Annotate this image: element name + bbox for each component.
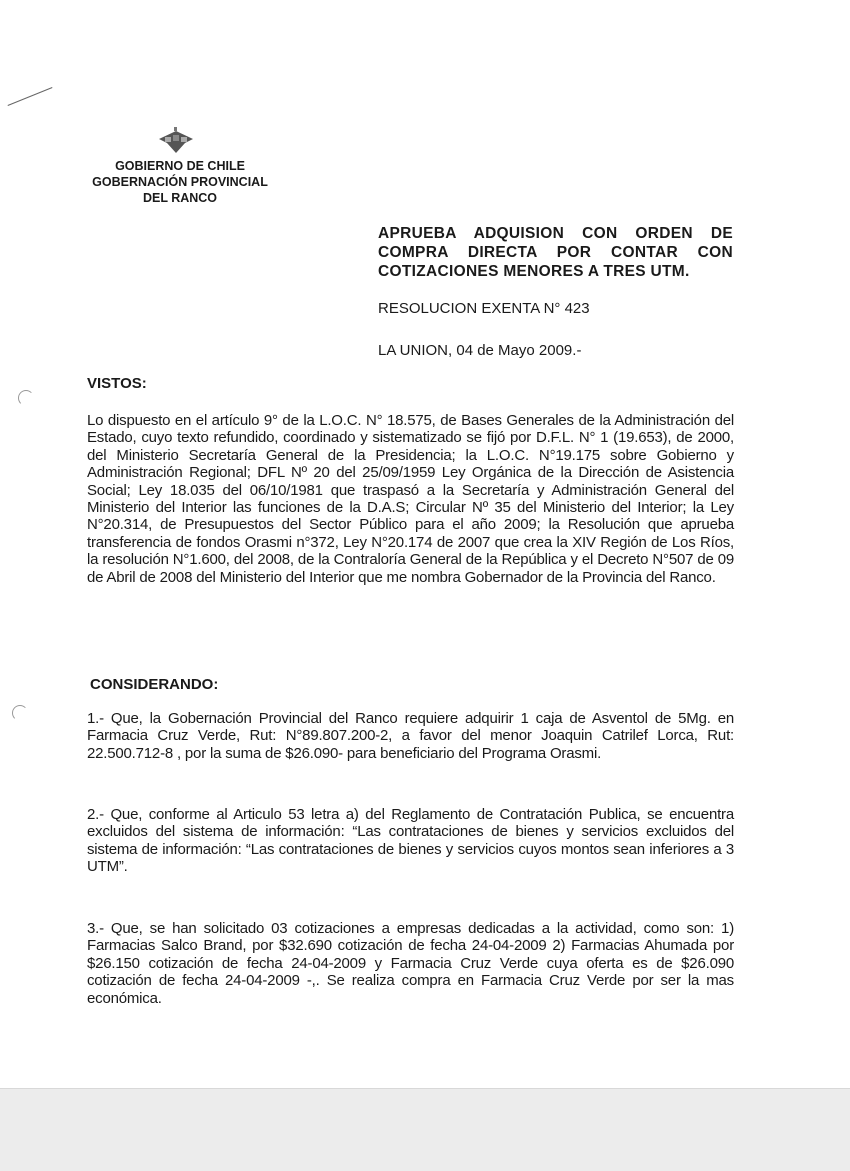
scan-mark [8, 87, 53, 106]
government-seal-icon [155, 127, 197, 162]
org-line: GOBIERNO DE CHILE [115, 159, 245, 173]
vistos-text: Lo dispuesto en el artículo 9° de la L.O.C. N° 18.575, de Bases Generales de la Administración del Estado, cuyo texto refundido, coordinado y sistematizado se fijó por D.F.L. N° 1 (19.653), de 2000, del Ministerio Secretaría General de la Presidencia; la L.O.C. N°19.175 sobre Gobierno y Administración Regional; DFL Nº 20 del 25/09/1959 Ley Orgánica de la Dirección de Asistencia Social; Ley 18.035 del 06/10/1981 que traspasó a la Secretaría y Administración General del Ministerio del Interior las funciones de la D.A.S; Circular Nº 35 del Ministerio del Interior; la Ley N°20.314, de Presupuestos del Sector Público para el año 2009; la Resolución que aprueba transferencia de fondos Orasmi n°372, Ley N°20.174 de 2007 que crea la XIV Región de Los Ríos, la resolución N°1.600, del 2008, de la Contraloría General de la República y el Decreto N°507 de 09 de Abril de 2008 del Ministerio del Interior que me nombra Gobernador de la Provincia del Ranco. [87, 412, 734, 586]
considerando-item: 1.- Que, la Gobernación Provincial del Ranco requiere adquirir 1 caja de Asventol de 5Mg. en Farmacia Cruz Verde, Rut: N°89.807.200-2, a favor del menor Joaquin Catrilef Lorca, Rut: 22.500.712-8 , por la suma de $26.090- para beneficiario del Programa Orasmi. [87, 710, 734, 762]
considerando-heading: CONSIDERANDO: [90, 676, 219, 693]
organization-header [80, 158, 280, 206]
org-line: GOBERNACIÓN PROVINCIAL [92, 175, 268, 189]
punch-hole-mark [12, 705, 28, 721]
org-line: DEL RANCO [142, 191, 218, 205]
resolution-number: RESOLUCION EXENTA N° 423 [378, 300, 590, 317]
punch-hole-mark [18, 390, 34, 406]
vistos-heading: VISTOS: [87, 375, 147, 392]
document-title: APRUEBA ADQUISION CON ORDEN DE COMPRA DIRECTA POR CONTAR CON COTIZACIONES MENORES A TRES UTM. [378, 225, 733, 280]
place-date: LA UNION, 04 de Mayo 2009.- [378, 342, 582, 359]
considerando-item: 3.- Que, se han solicitado 03 cotizaciones a empresas dedicadas a la actividad, como son: 1) Farmacias Salco Brand, por $32.690 cotización de fecha 24-04-2009 2) Farmacias Ahumada por $26.150 cotización de fecha 24-04-2009 y Farmacia Cruz Verde cuya oferta es de $26.090 cotización de fecha 24-04-2009 -,. Se realiza compra en Farmacia Cruz Verde por ser la mas económica. [87, 920, 734, 1007]
considerando-item: 2.- Que, conforme al Articulo 53 letra a) del Reglamento de Contratación Publica, se encuentra excluidos del sistema de información: “Las contrataciones de bienes y servicios excluidos del sistema de información: “Las contrataciones de bienes y servicios cuyos montos sean inferiores a 3 UTM”. [87, 806, 734, 876]
scan-margin [0, 1088, 850, 1171]
